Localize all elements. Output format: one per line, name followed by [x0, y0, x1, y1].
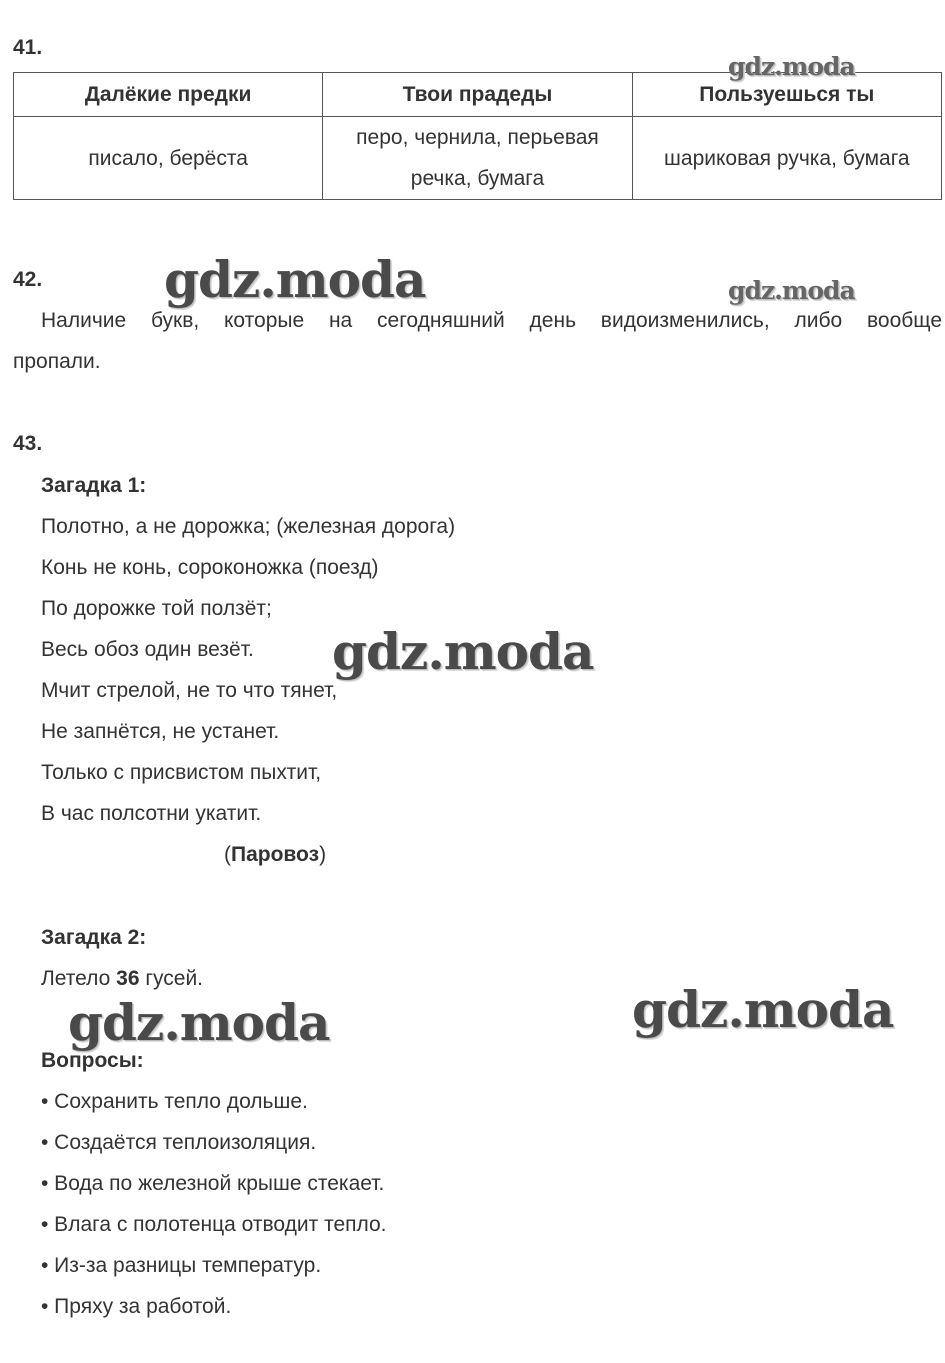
- riddle-1-line: Мчит стрелой, не то что тянет,: [41, 679, 338, 702]
- riddle-1-line: Полотно, а не дорожка; (железная дорога): [41, 515, 456, 538]
- riddle-2-pre: Летело: [41, 967, 117, 990]
- task-number-41: 41.: [13, 36, 43, 59]
- riddle-1-line: По дорожке той ползёт;: [41, 597, 272, 620]
- watermark-logo: gdz.moda: [68, 993, 330, 1052]
- answer-paren-open: (: [224, 843, 231, 866]
- cell-you-use: шариковая ручка, бумага: [632, 117, 941, 200]
- answer-paren-close: ): [319, 843, 327, 866]
- watermark-logo: gdz.moda: [728, 276, 855, 305]
- riddle-1-line: Не запнётся, не устанет.: [41, 720, 280, 743]
- header-you-use: Пользуешься ты: [632, 73, 941, 117]
- riddle-2-number: 36: [116, 967, 140, 990]
- watermark-logo: gdz.moda: [632, 980, 894, 1039]
- header-great-grandfathers: Твои прадеды: [323, 73, 632, 117]
- question-item: • Вода по железной крыше стекает.: [41, 1172, 385, 1195]
- table-row: [14, 117, 942, 200]
- watermark-logo: gdz.moda: [332, 622, 594, 681]
- question-item: • Из-за разницы температур.: [41, 1254, 322, 1277]
- watermark-logo: gdz.moda: [164, 250, 426, 309]
- riddle-1-line: Только с присвистом пыхтит,: [41, 761, 322, 784]
- question-item: • Сохранить тепло дольше.: [41, 1090, 308, 1113]
- riddle-1-line: В час полсотни укатит.: [41, 802, 262, 825]
- cell-distant-ancestors: писало, берёста: [14, 117, 323, 200]
- riddle-1-answer: [224, 843, 326, 867]
- question-item: • Влага с полотенца отводит тепло.: [41, 1213, 387, 1236]
- task-number-43: 43.: [13, 432, 43, 455]
- riddle-2-text: [41, 967, 203, 991]
- watermark-logo: gdz.moda: [728, 52, 855, 81]
- header-distant-ancestors: Далёкие предки: [14, 73, 323, 117]
- riddle-1-title: Загадка 1:: [41, 474, 147, 497]
- answer-word: Паровоз: [231, 843, 320, 866]
- task-number-42: 42.: [13, 268, 43, 291]
- question-item: • Создаётся теплоизоляция.: [41, 1131, 317, 1154]
- answer-42-line-2: пропали.: [13, 350, 101, 373]
- riddle-1-line: Весь обоз один везёт.: [41, 638, 254, 661]
- questions-title: Вопросы:: [41, 1049, 144, 1072]
- writing-tools-table: [13, 72, 942, 200]
- riddle-2-title: Загадка 2:: [41, 926, 147, 949]
- answer-42-line-1: Наличие букв, которые на сегодняшний день видоизменились, либо вообще: [41, 309, 942, 332]
- cell-great-grandfathers: перо, чернила, перьевая речка, бумага: [323, 117, 632, 200]
- riddle-1-line: Конь не конь, сороконожка (поезд): [41, 556, 379, 579]
- riddle-2-post: гусей.: [139, 967, 204, 990]
- question-item: • Пряху за работой.: [41, 1295, 232, 1318]
